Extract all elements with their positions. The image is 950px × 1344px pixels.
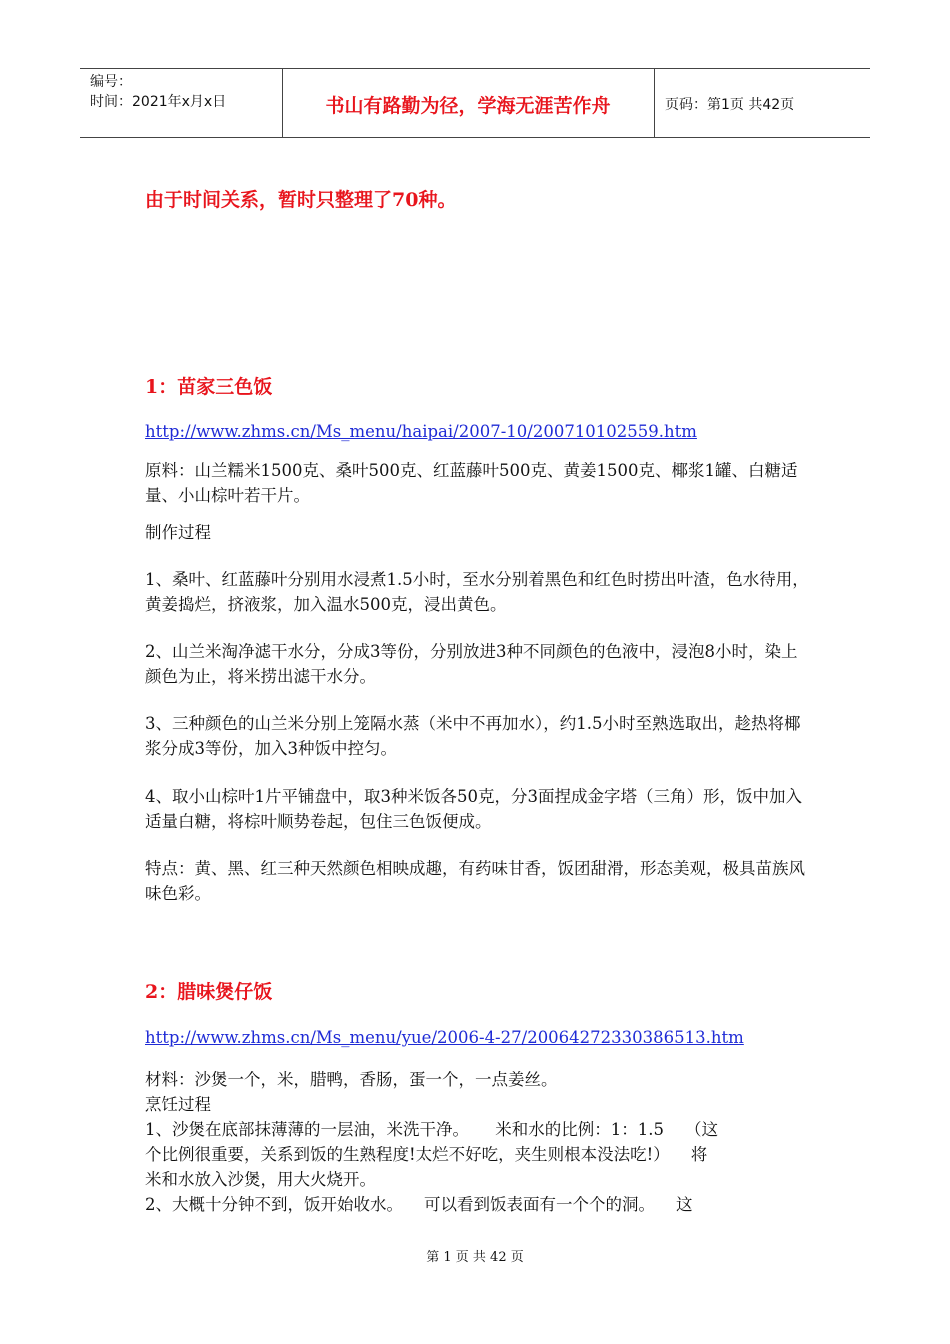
recipe-link[interactable]: http://www.zhms.cn/Ms_menu/haipai/2007-10/200710102559.htm [145,422,697,441]
recipe-line: 米和水放入沙煲，用大火烧开。 [145,1170,376,1189]
recipe-line: 个比例很重要，关系到饭的生熟程度!太烂不好吃，夹生则根本没法吃!） 将 [145,1145,708,1164]
recipe-step: 3、三种颜色的山兰米分别上笼隔水蒸（米中不再加水），约1.5小时至熟选取出，趁热将椰浆分成3等份，加入3种饭中控匀。 [145,714,801,758]
recipe-step: 1、桑叶、红蓝藤叶分别用水浸煮1.5小时，至水分别着黑色和红色时捞出叶渣，色水待用，黄姜捣烂，挤液浆，加入温水500克，浸出黄色。 [145,570,809,614]
header-motto-cell [282,69,655,137]
recipe-link[interactable]: http://www.zhms.cn/Ms_menu/yue/2006-4-27/20064272330386513.htm [145,1028,744,1047]
header-page-cell [655,69,870,137]
header-motto: 书山有路勤为径，学海无涯苦作舟 [325,95,611,117]
process-heading: 制作过程 [145,523,211,542]
document-time-label: 时间：2021年x月x日 [90,94,227,110]
recipe-ingredients: 原料：山兰糯米1500克、桑叶500克、红蓝藤叶500克、黄姜1500克、椰浆1罐、白糖适量、小山棕叶若干片。 [145,461,798,505]
header-info-cell [80,69,283,137]
recipe-step: 2、山兰米淘净滤干水分，分成3等份，分别放进3种不同颜色的色液中，浸泡8小时，染上颜色为止，将米捞出滤干水分。 [145,642,798,686]
recipe-line: 材料：沙煲一个，米，腊鸭，香肠，蛋一个，一点姜丝。 [145,1070,558,1089]
recipe-step: 4、取小山棕叶1片平铺盘中，取3种米饭各50克，分3面捏成金字塔（三角）形，饭中加入适量白糖，将棕叶顺势卷起，包住三色饭便成。 [145,787,802,831]
recipe-body [145,1067,805,1217]
header-page-info: 页码：第1页 共42页 [665,97,795,113]
recipe-title: 1：苗家三色饭 [145,376,273,398]
page-footer: 第 1 页 共 42 页 [426,1250,524,1265]
recipe-title: 2：腊味煲仔饭 [145,981,273,1003]
recipe-line: 2、大概十分钟不到，饭开始收水。 可以看到饭表面有一个个的洞。 这 [145,1195,693,1214]
page-header [80,68,870,138]
recipe-features: 特点：黄、黑、红三种天然颜色相映成趣，有药味甘香，饭团甜滑，形态美观，极具苗族风味色彩。 [145,859,805,903]
intro-note: 由于时间关系，暂时只整理了70种。 [145,189,457,211]
recipe-line: 烹饪过程 [145,1095,211,1114]
document-number-label: 编号： [90,74,132,90]
recipe-line: 1、沙煲在底部抹薄薄的一层油，米洗干净。 米和水的比例：1：1.5 （这 [145,1120,718,1139]
